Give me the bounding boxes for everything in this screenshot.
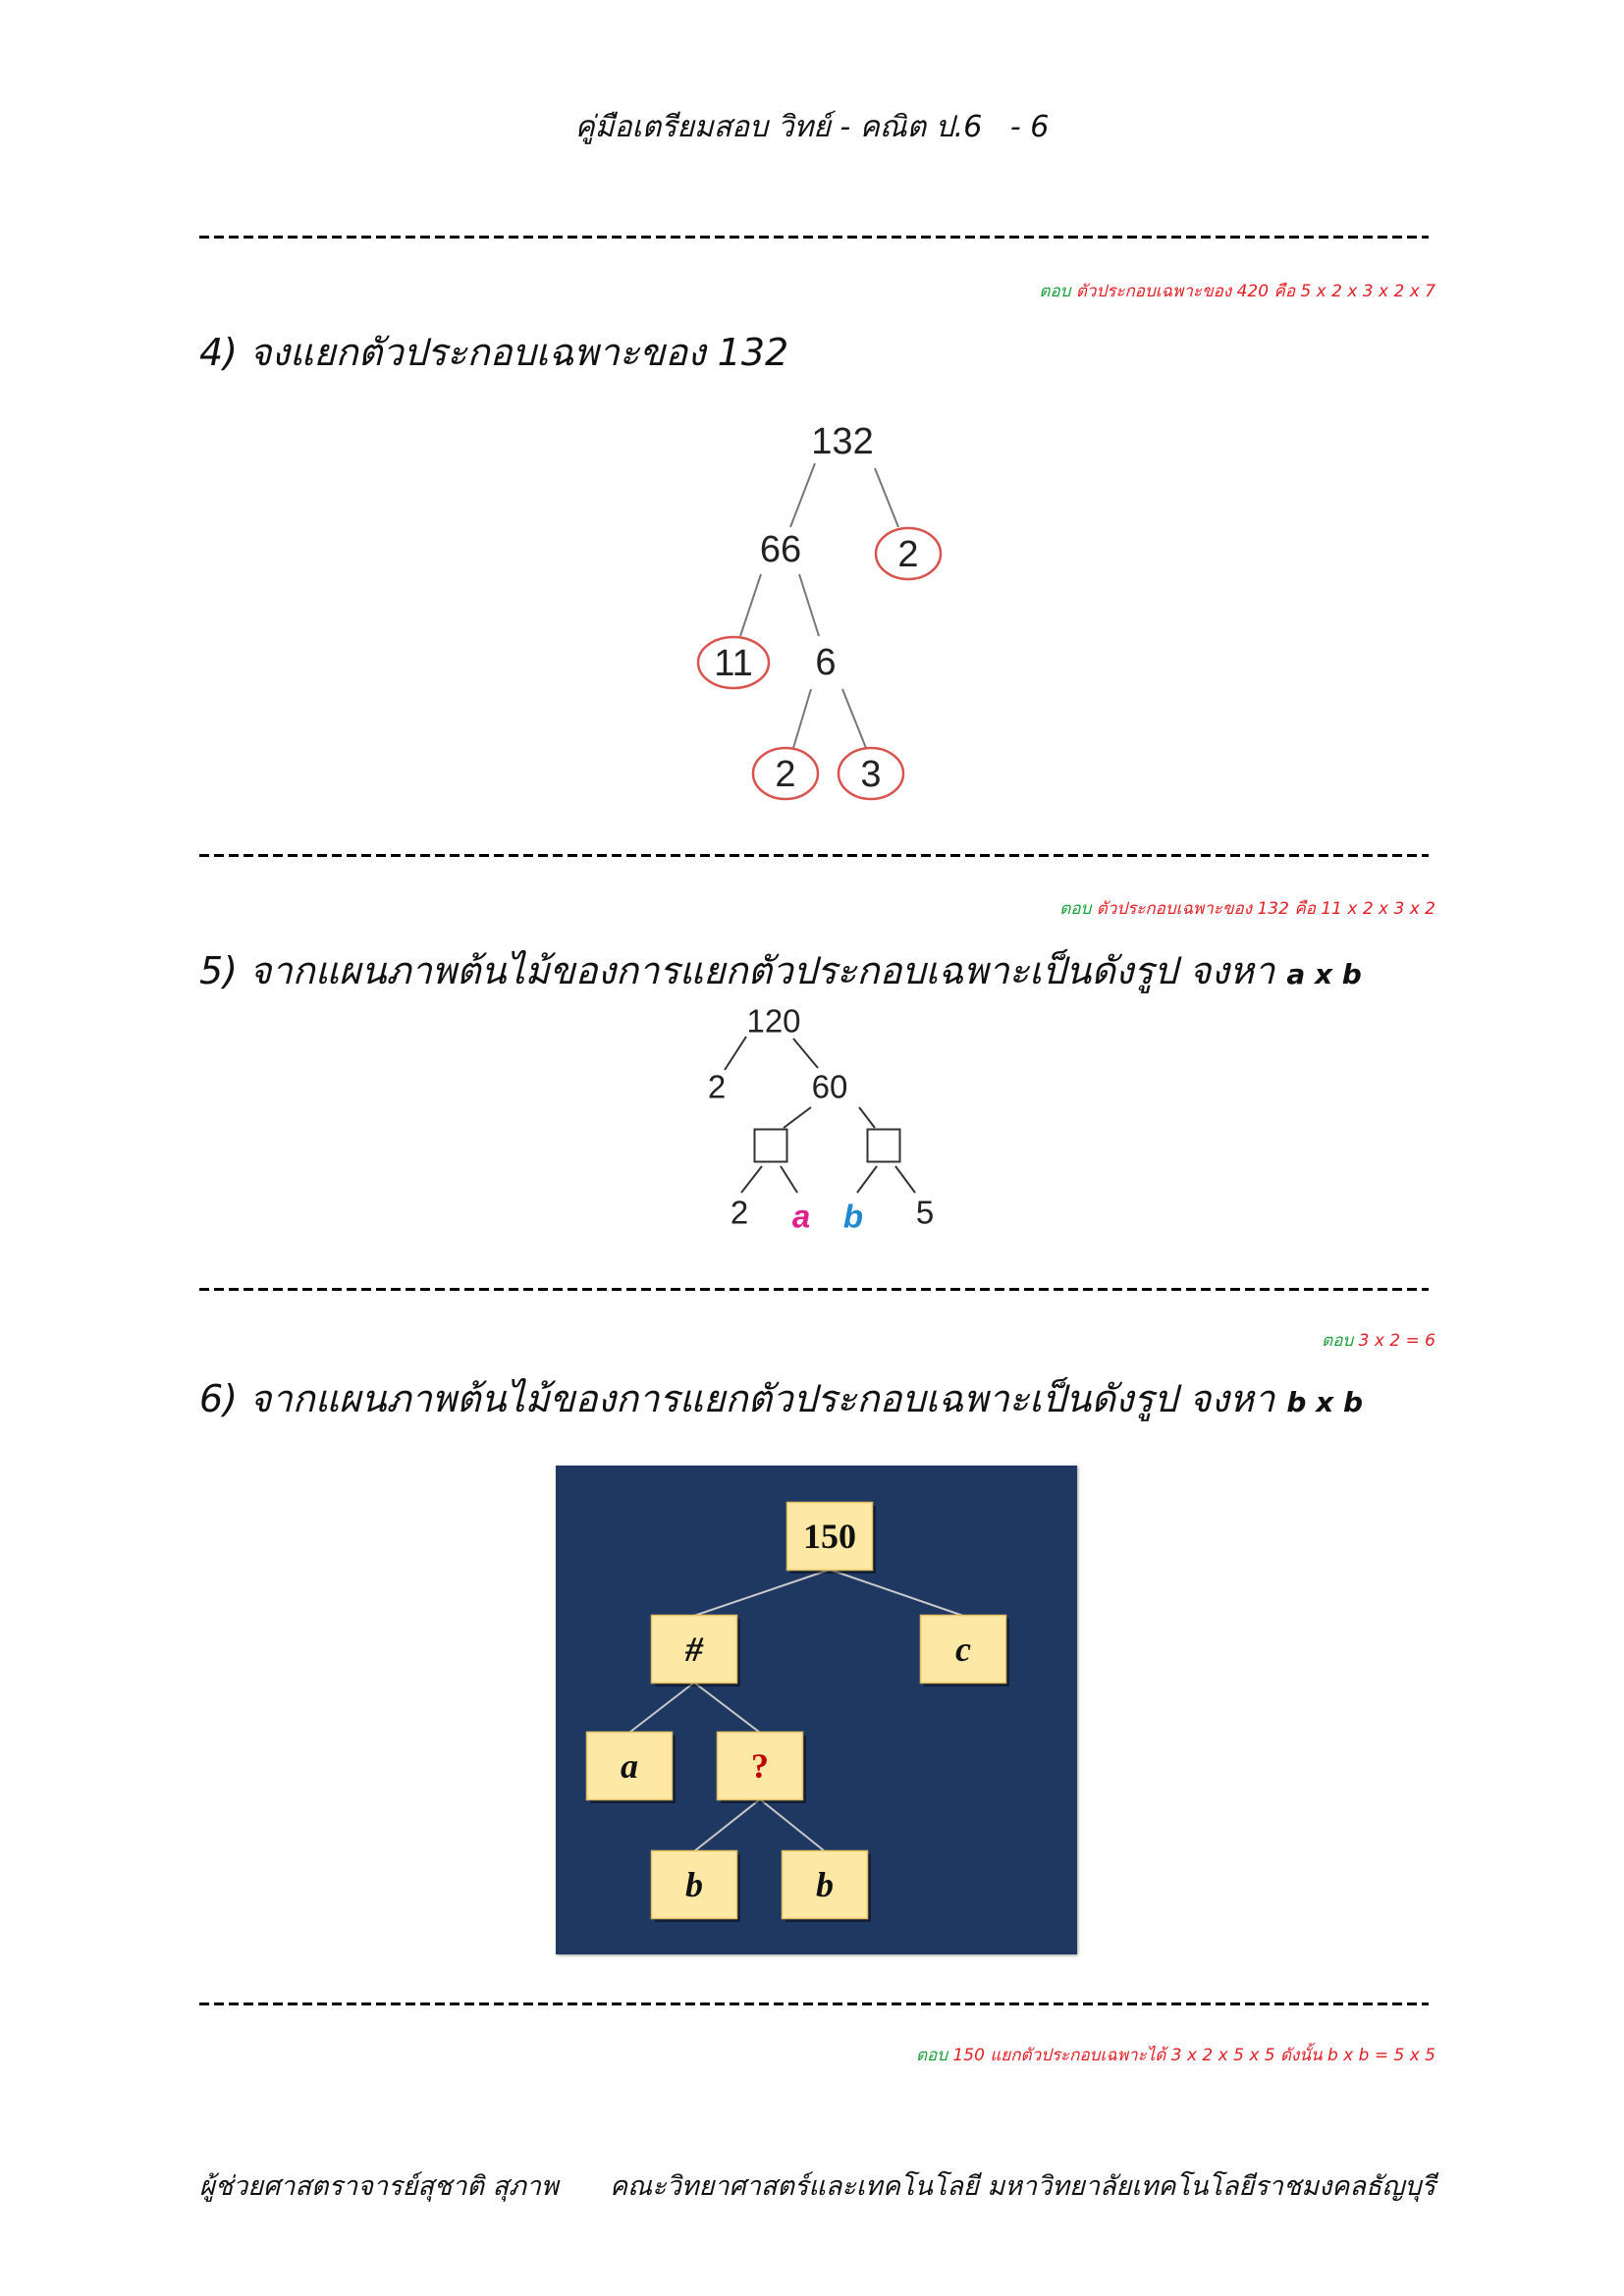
answer-line	[1322, 1327, 1435, 1354]
answer-line	[1059, 895, 1435, 922]
tree-node: 2	[730, 1194, 749, 1231]
page-footer	[199, 2164, 1435, 2207]
dashed-divider	[199, 854, 1429, 857]
tree-branch	[629, 1682, 694, 1733]
dashed-divider	[199, 1288, 1429, 1291]
question-text: 5) จากแผนภาพต้นไม้ของการแยกตัวประกอบเฉพาะเป็นดังรูป จงหา	[199, 949, 1275, 992]
tree-node: 66	[759, 529, 802, 570]
factor-tree-150	[556, 1466, 1077, 1954]
tree-branch	[790, 463, 815, 527]
answer-line	[1039, 278, 1435, 304]
answer-label: ตอบ	[916, 2046, 948, 2065]
tree-branch	[694, 1570, 830, 1616]
tree-branch	[830, 1570, 963, 1616]
tree-node-variable-a: a	[791, 1198, 811, 1235]
footer-author: ผู้ช่วยศาสตราจารย์สุชาติ สุภาพ	[199, 2171, 559, 2202]
tree-node-root: 150	[803, 1517, 856, 1556]
page-header-title: คู่มือเตรียมสอบ วิทย์ - คณิต ป.6 - 6	[574, 110, 1050, 144]
tree-branch	[793, 1039, 818, 1068]
tree-node: 6	[815, 642, 837, 683]
tree-branch	[799, 574, 819, 636]
tree-branch	[781, 1166, 797, 1193]
tree-node-variable-b: b	[842, 1198, 864, 1235]
answer-line	[916, 2042, 1435, 2068]
question-target-expression: a x b	[1286, 958, 1362, 990]
tree-node: 2	[707, 1068, 727, 1105]
tree-branch	[842, 689, 866, 748]
answer-label: ตอบ	[1322, 1331, 1354, 1351]
question-4	[199, 322, 788, 382]
factor-tree-120	[677, 991, 972, 1256]
answer-text: ตัวประกอบเฉพาะของ 420 คือ 5 x 2 x 3 x 2 x 7	[1075, 282, 1435, 301]
tree-branch	[895, 1166, 915, 1193]
question-text: 4) จงแยกตัวประกอบเฉพาะของ 132	[199, 331, 789, 374]
tree-node: 5	[915, 1194, 935, 1231]
tree-branch	[694, 1682, 760, 1733]
tree-branch	[725, 1037, 746, 1070]
blank-box	[868, 1130, 900, 1162]
answer-text: ตัวประกอบเฉพาะของ 132 คือ 11 x 2 x 3 x 2	[1096, 899, 1435, 919]
question-6	[199, 1368, 1363, 1428]
dashed-divider	[199, 236, 1429, 239]
tree-branch	[760, 1799, 825, 1851]
tree-node-unknown: ?	[751, 1746, 769, 1786]
dashed-divider	[199, 2002, 1429, 2005]
tree-node: 60	[811, 1068, 848, 1105]
answer-label: ตอบ	[1039, 282, 1071, 301]
tree-branch	[740, 574, 761, 636]
tree-branch	[741, 1166, 762, 1193]
tree-node-prime: 3	[860, 754, 882, 795]
question-target-expression: b x b	[1286, 1386, 1364, 1418]
tree-node-variable-a: a	[621, 1746, 638, 1786]
tree-branch	[875, 468, 898, 527]
tree-branch	[793, 689, 811, 748]
answer-label: ตอบ	[1059, 899, 1092, 919]
tree-node-variable-b: b	[816, 1865, 834, 1904]
blank-box	[755, 1130, 787, 1162]
tree-node-variable-b: b	[685, 1865, 703, 1904]
tree-node-root: 132	[811, 421, 874, 462]
footer-affiliation: คณะวิทยาศาสตร์และเทคโนโลยี มหาวิทยาลัยเทคโนโลยีราชมงคลธัญบุรี	[610, 2171, 1435, 2202]
tree-branch	[694, 1799, 760, 1851]
tree-node-hash: #	[685, 1629, 703, 1669]
tree-branch	[857, 1166, 877, 1193]
factor-tree-150-panel	[556, 1466, 1077, 1954]
answer-text: 3 x 2 = 6	[1358, 1331, 1435, 1351]
tree-branch	[784, 1107, 811, 1128]
tree-node-prime: 2	[897, 534, 919, 575]
tree-node-prime: 2	[775, 754, 796, 795]
tree-node-root: 120	[746, 1002, 801, 1040]
answer-text: 150 แยกตัวประกอบเฉพาะได้ 3 x 2 x 5 x 5 ดังนั้น b x b = 5 x 5	[952, 2046, 1435, 2065]
tree-node-variable-c: c	[955, 1629, 971, 1669]
factor-tree-132	[677, 412, 972, 825]
tree-branch	[859, 1107, 875, 1128]
tree-node-prime: 11	[714, 643, 753, 684]
question-text: 6) จากแผนภาพต้นไม้ของการแยกตัวประกอบเฉพาะเป็นดังรูป จงหา	[199, 1377, 1275, 1420]
